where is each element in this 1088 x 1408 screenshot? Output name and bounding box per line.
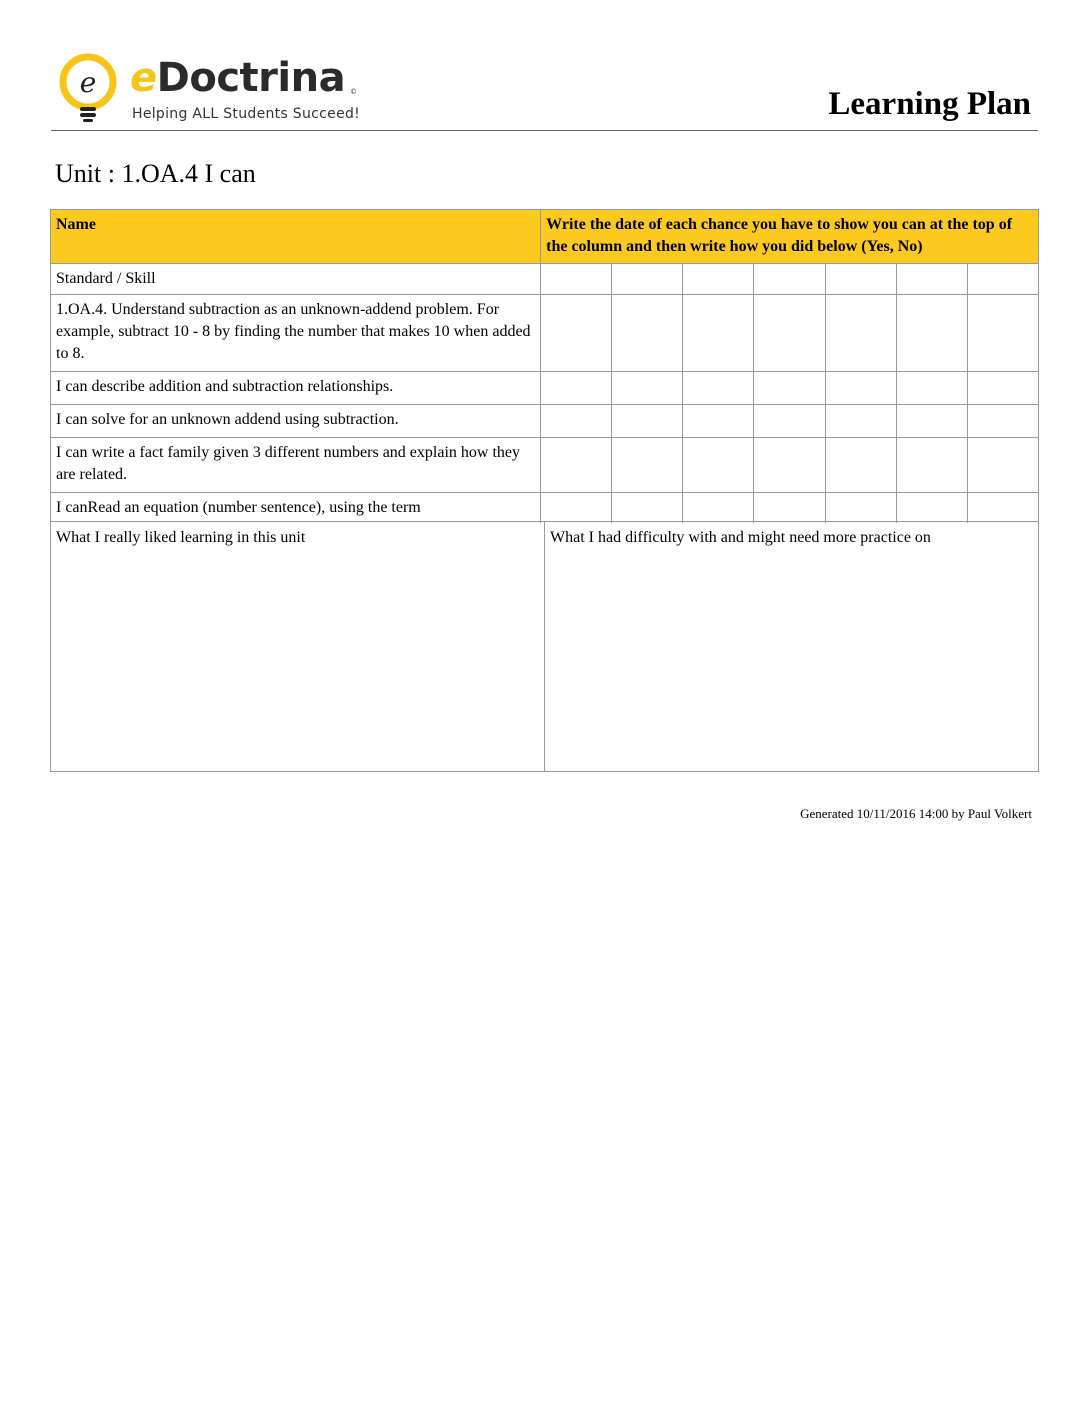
- skill-cell: 1.OA.4. Understand subtraction as an unknown-addend problem. For example, subtract 10 - 8 by finding the number that makes 10 when added to 8.: [51, 295, 541, 372]
- result-cell[interactable]: [825, 493, 896, 523]
- table-row: [51, 372, 1039, 405]
- table-row: [51, 405, 1039, 438]
- result-cell[interactable]: [612, 372, 683, 405]
- trademark-mark: ©: [350, 88, 357, 96]
- skill-cell: I can solve for an unknown addend using subtraction.: [51, 405, 541, 438]
- table-row: [51, 493, 1039, 523]
- result-cell[interactable]: [541, 372, 612, 405]
- svg-text:e: e: [79, 66, 97, 99]
- liked-learning-label: What I really liked learning in this unit: [56, 529, 306, 546]
- liked-learning-box[interactable]: [51, 521, 545, 771]
- result-cell[interactable]: [967, 493, 1038, 523]
- result-cell[interactable]: [967, 295, 1038, 372]
- table-header-row: [51, 210, 1039, 264]
- result-cell[interactable]: [967, 438, 1038, 493]
- result-cell[interactable]: [612, 295, 683, 372]
- generated-footer: Generated 10/11/2016 14:00 by Paul Volkert: [800, 806, 1032, 821]
- result-cell[interactable]: [825, 438, 896, 493]
- result-cell[interactable]: [754, 405, 825, 438]
- table-row: [51, 264, 1039, 295]
- learning-plan-table: [50, 209, 1039, 523]
- date-cell[interactable]: [967, 264, 1038, 295]
- date-cell[interactable]: [825, 264, 896, 295]
- difficulty-label: What I had difficulty with and might need more practice on: [550, 529, 931, 546]
- result-cell[interactable]: [541, 405, 612, 438]
- result-cell[interactable]: [612, 493, 683, 523]
- result-cell[interactable]: [683, 372, 754, 405]
- date-cell[interactable]: [896, 264, 967, 295]
- result-cell[interactable]: [541, 438, 612, 493]
- result-cell[interactable]: [754, 493, 825, 523]
- result-cell[interactable]: [754, 372, 825, 405]
- brand-name: eDoctrina: [130, 55, 346, 101]
- result-cell[interactable]: [825, 372, 896, 405]
- result-cell[interactable]: [896, 493, 967, 523]
- result-cell[interactable]: [541, 493, 612, 523]
- document-title: Learning Plan: [828, 86, 1031, 122]
- result-cell[interactable]: [825, 295, 896, 372]
- result-cell[interactable]: [612, 405, 683, 438]
- name-header-cell[interactable]: Name: [51, 210, 541, 264]
- result-cell[interactable]: [683, 405, 754, 438]
- table-row: [51, 295, 1039, 372]
- header-divider: [51, 130, 1038, 131]
- unit-title: Unit : 1.OA.4 I can: [55, 159, 256, 188]
- result-cell[interactable]: [896, 295, 967, 372]
- date-cell[interactable]: [541, 264, 612, 295]
- reflection-section: [50, 521, 1039, 772]
- result-cell[interactable]: [683, 493, 754, 523]
- skill-cell: I can describe addition and subtraction relationships.: [51, 372, 541, 405]
- result-cell[interactable]: [967, 372, 1038, 405]
- result-cell[interactable]: [967, 405, 1038, 438]
- skill-cell: I canRead an equation (number sentence), using the term: [51, 493, 541, 523]
- skill-cell: I can write a fact family given 3 different numbers and explain how they are related.: [51, 438, 541, 493]
- date-cell[interactable]: [683, 264, 754, 295]
- result-cell[interactable]: [754, 295, 825, 372]
- date-cell[interactable]: [754, 264, 825, 295]
- result-cell[interactable]: [896, 438, 967, 493]
- date-cell[interactable]: [612, 264, 683, 295]
- result-cell[interactable]: [754, 438, 825, 493]
- lightbulb-icon: [54, 52, 130, 128]
- brand-tagline: Helping ALL Students Succeed!: [132, 106, 361, 122]
- result-cell[interactable]: [683, 438, 754, 493]
- result-cell[interactable]: [825, 405, 896, 438]
- date-instructions-header: Write the date of each chance you have to show you can at the top of the column and then write how you did below (Yes, No): [541, 210, 1039, 264]
- result-cell[interactable]: [612, 438, 683, 493]
- result-cell[interactable]: [683, 295, 754, 372]
- result-cell[interactable]: [896, 372, 967, 405]
- skill-cell: Standard / Skill: [51, 264, 541, 295]
- table-row: [51, 438, 1039, 493]
- result-cell[interactable]: [541, 295, 612, 372]
- difficulty-box[interactable]: [545, 521, 1038, 771]
- result-cell[interactable]: [896, 405, 967, 438]
- edoctrina-logo: [54, 52, 374, 128]
